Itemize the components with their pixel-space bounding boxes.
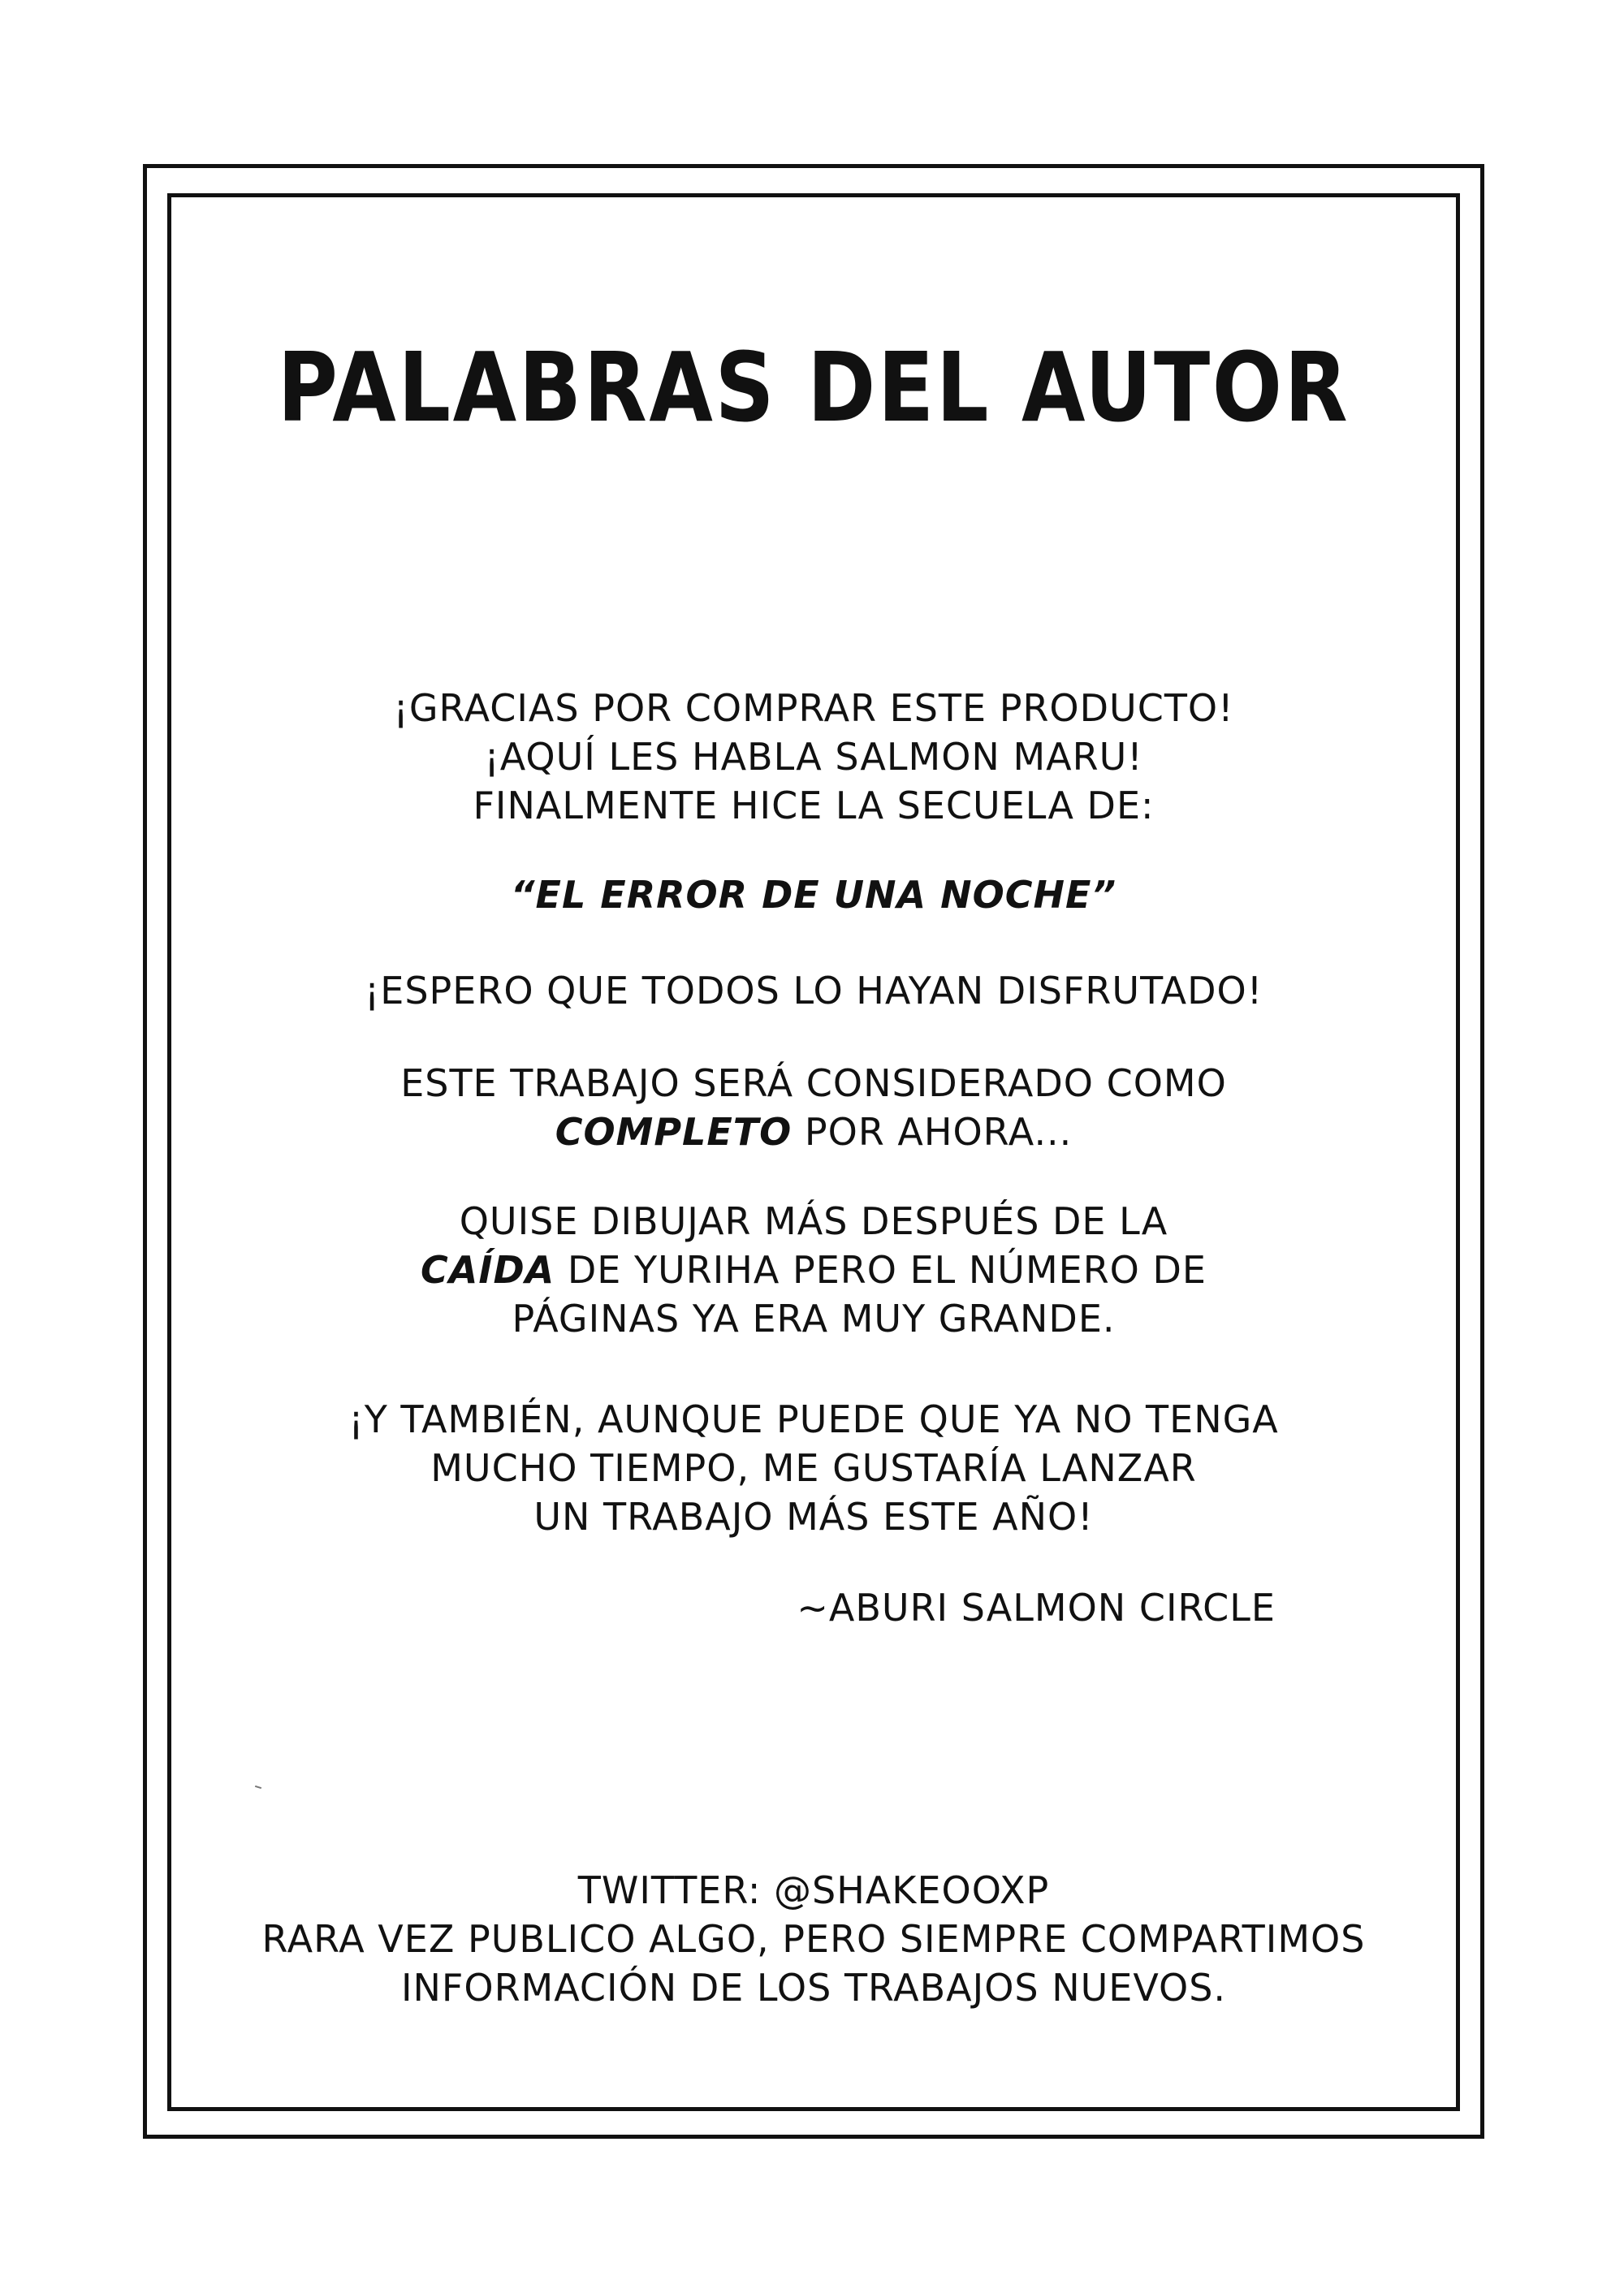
wish-paragraph — [167, 1197, 1460, 1343]
hope-line: ¡ESPERO QUE TODOS LO HAYAN DISFRUTADO! — [364, 969, 1263, 1013]
wish-emphasis: CAÍDA — [421, 1248, 555, 1292]
complete-line-2-rest: POR AHORA... — [792, 1110, 1073, 1154]
footer-line-2: RARA VEZ PUBLICO ALGO, PERO SIEMPRE COMPARTIMOS — [261, 1917, 1366, 1961]
closing-line-3: UN TRABAJO MÁS ESTE AÑO! — [533, 1495, 1094, 1539]
closing-line-1: ¡Y TAMBIÉN, AUNQUE PUEDE QUE YA NO TENGA — [348, 1397, 1279, 1441]
closing-paragraph — [167, 1395, 1460, 1541]
wish-line-2-rest: DE YURIHA PERO EL NÚMERO DE — [555, 1248, 1207, 1292]
complete-line-2 — [167, 1108, 1460, 1156]
footer-paragraph — [167, 1866, 1460, 2012]
page-title: PALABRAS DEL AUTOR — [277, 331, 1350, 443]
intro-paragraph — [167, 684, 1460, 830]
complete-emphasis: COMPLETO — [555, 1110, 793, 1154]
closing-line-2: MUCHO TIEMPO, ME GUSTARÍA LANZAR — [430, 1446, 1197, 1490]
wish-line-2 — [167, 1246, 1460, 1294]
intro-line-2: ¡AQUÍ LES HABLA SALMON MARU! — [484, 735, 1143, 779]
footer-line-3: INFORMACIÓN DE LOS TRABAJOS NUEVOS. — [400, 1966, 1227, 2010]
complete-paragraph — [167, 1059, 1460, 1156]
signature: ~ABURI SALMON CIRCLE — [797, 1586, 1276, 1630]
footer-twitter: TWITTER: @SHAKEOOXP — [577, 1868, 1050, 1912]
complete-line-1: ESTE TRABAJO SERÁ CONSIDERADO COMO — [400, 1061, 1227, 1105]
work-title: “EL ERROR DE UNA NOCHE” — [510, 873, 1117, 917]
intro-line-3: FINALMENTE HICE LA SECUELA DE: — [473, 784, 1155, 827]
intro-line-1: ¡GRACIAS POR COMPRAR ESTE PRODUCTO! — [393, 686, 1234, 730]
wish-line-3: PÁGINAS YA ERA MUY GRANDE. — [512, 1297, 1116, 1341]
wish-line-1: QUISE DIBUJAR MÁS DESPUÉS DE LA — [459, 1199, 1168, 1243]
